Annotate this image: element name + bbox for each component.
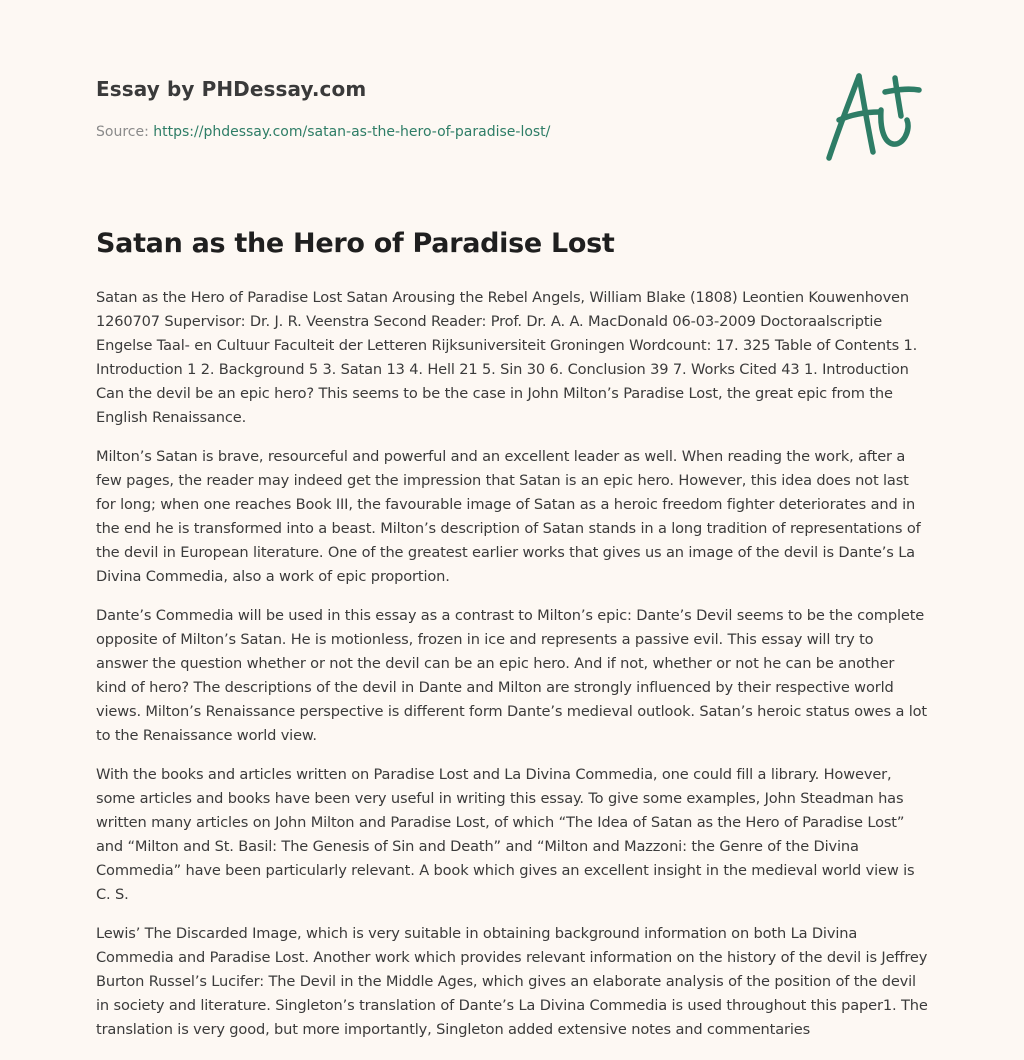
source-label: Source: [96, 124, 154, 140]
essay-paragraph: Dante’s Commedia will be used in this essay as a contrast to Milton’s epic: Dante’s Devil seems to be the complete opposite of Milton’s Satan. He is motionless, frozen in ice and represents a passive evil. This essay will try to answer the question whether or not the devil can be an epic hero. And if not, whether or not he can be another kind of hero? The descriptions of the devil in Dante and Milton are strongly influenced by their respective world views. Milton’s Renaissance perspective is different form Dante’s medieval outlook. Satan’s heroic status owes a lot to the Renaissance world view. [96, 607, 927, 744]
essay-page [96, 0, 928, 1038]
essay-paragraph: Milton’s Satan is brave, resourceful and powerful and an excellent leader as well. When reading the work, after a few pages, the reader may indeed get the impression that Satan is an epic hero. However, this idea does not last for long; when one reaches Book III, the favourable image of Satan as a heroic freedom fighter deteriorates and in the end he is transformed into a beast. Milton’s description of Satan stands in a long tradition of representations of the devil in European literature. One of the greatest earlier works that gives us an image of the devil is Dante’s La Divina Commedia, also a work of epic proportion. [96, 448, 921, 585]
essay-paragraph: Lewis’ The Discarded Image, which is very suitable in obtaining background information on both La Divina Commedia and Paradise Lost. Another work which provides relevant information on the history of the devil is Jeffrey Burton Russel’s Lucifer: The Devil in the Middle Ages, which gives an elaborate analysis of the position of the devil in society and literature. Singleton’s translation of Dante’s La Divina Commedia is used throughout this paper1. The translation is very good, but more importantly, Singleton added extensive notes and commentaries [96, 925, 928, 1038]
essay-body [96, 286, 928, 1057]
essay-paragraph: Satan as the Hero of Paradise Lost Satan Arousing the Rebel Angels, William Blake (1808) Leontien Kouwenhoven 1260707 Supervisor: Dr. J. R. Veenstra Second Reader: Prof. Dr. A. A. MacDonald 06-03-2009 Doctoraalscriptie Engelse Taal- en Cultuur Faculteit der Letteren Rijksuniversiteit Groningen Wordcount: 17. 325 Table of Contents 1. Introduction 1 2. Background 5 3. Satan 13 4. Hell 21 5. Sin 30 6. Conclusion 39 7. Works Cited 43 1. Introduction Can the devil be an epic hero? This seems to be the case in John Milton’s Paradise Lost, the great epic from the English Renaissance. [96, 289, 918, 426]
essay-title: Satan as the Hero of Paradise Lost [96, 228, 615, 259]
essay-paragraph: With the books and articles written on Paradise Lost and La Divina Commedia, one could fill a library. However, some articles and books have been very useful in writing this essay. To give some examples, John Steadman has written many articles on John Milton and Paradise Lost, of which “The Idea of Satan as the Hero of Paradise Lost” and “Milton and St. Basil: The Genesis of Sin and Death” and “Milton and Mazzoni: the Genre of the Divina Commedia” have been particularly relevant. A book which gives an excellent insight in the medieval world view is C. S. [96, 766, 915, 903]
site-title: Essay by PHDessay.com [96, 77, 367, 101]
source-link[interactable]: https://phdessay.com/satan-as-the-hero-of-paradise-lost/ [153, 124, 551, 140]
a-plus-logo-icon [823, 68, 927, 166]
page-header [96, 0, 928, 200]
source-line [96, 124, 550, 140]
